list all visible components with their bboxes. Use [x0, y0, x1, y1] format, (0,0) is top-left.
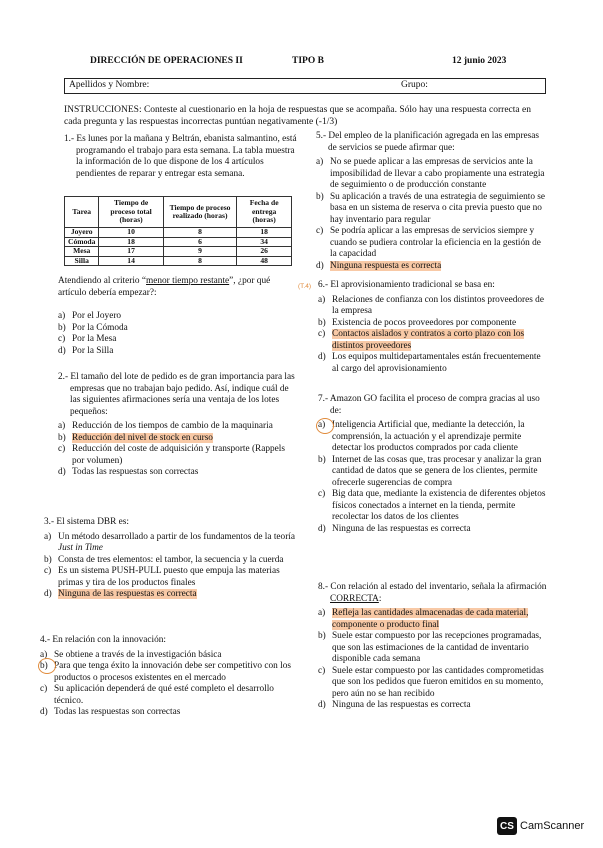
option[interactable]: d) Por la Silla [58, 345, 114, 356]
question-5 [316, 131, 546, 272]
option-highlighted[interactable]: a) Refleja las cantidades almacenadas de cada material, componente o producto final [318, 608, 529, 630]
table-header: Tarea [65, 197, 99, 228]
table-header-row [65, 197, 292, 228]
option[interactable]: b) Consta de tres elementos: el tambor, la secuencia y la cuerda [44, 554, 284, 565]
question-1 [64, 134, 300, 180]
option-highlighted[interactable]: d) Ninguna de las respuestas es correcta [44, 589, 197, 599]
question-1-stem: 1.- Es lunes por la mañana y Beltrán, ebanista salmantino, está programando el trabajo para esta semana. La tabla muestra la información de lo que dispone de los 4 artículos pendientes de reparar y entregar esta semana. [64, 134, 297, 179]
question-2 [58, 372, 298, 479]
q1-options [58, 311, 298, 357]
question-8-stem: 8.- Con relación al estado del inventario, señala la afirmación CORRECTA: [318, 582, 547, 604]
name-label: Apellidos y Nombre: [69, 80, 150, 90]
option[interactable]: a) No se puede aplicar a las empresas de servicios ante la imposibilidad de llevar a cabo propiamente una estrategia de seguimiento o de producción constante [316, 157, 545, 190]
option[interactable]: d) Ninguna de las respuestas es correcta [318, 523, 471, 534]
option-highlighted[interactable]: d) Ninguna respuesta es correcta [316, 260, 442, 271]
option[interactable]: c) Se podría aplicar a las empresas de servicios siempre y cuando se pudiera controlar la eficiencia en la gestión de la capacidad [316, 226, 541, 259]
camscanner-logo-icon: CS [497, 817, 517, 835]
table-cell: 9 [163, 247, 237, 257]
table-cell: Joyero [65, 228, 99, 238]
question-7-stem: 7.- Amazon GO facilita el proceso de compra gracias al uso de: [318, 394, 540, 416]
option-highlighted[interactable]: b) Reducción del nivel de stock en curso [58, 432, 213, 443]
table-cell: 18 [99, 237, 163, 247]
group-label: Grupo: [401, 80, 428, 90]
q3-options [44, 532, 298, 601]
option[interactable]: d) Todas las respuestas son correctas [40, 707, 181, 717]
q8-options [318, 608, 548, 712]
question-6 [318, 280, 548, 375]
question-7 [318, 394, 548, 535]
answer-circle-mark [316, 418, 334, 434]
table-cell: 48 [237, 256, 292, 266]
table-header: Tiempo de proceso realizado (horas) [163, 197, 237, 228]
question-5-stem: 5.- Del empleo de la planificación agregada en las empresas de servicios se puede afirmar que: [316, 131, 540, 153]
table-cell: 18 [237, 228, 292, 238]
option-circled[interactable]: a) Inteligencia Artificial que, mediante la detección, la comprensión, la actuación y el aprendizaje permite detectar los productos comprados por cada cliente [318, 420, 525, 453]
answer-circle-mark [38, 658, 56, 674]
table-row [65, 237, 292, 247]
table-cell: Silla [65, 256, 99, 266]
option-circled[interactable]: b) Para que tenga éxito la innovación debe ser competitivo con los productos o procesos existentes en el mercado [40, 661, 291, 683]
exam-type: TIPO B [292, 56, 324, 66]
option[interactable]: d) Los equipos multidepartamentales están frecuentemente al cargo del aprovisionamiento [318, 352, 541, 374]
option[interactable]: a) Se obtiene a través de la investigación básica [40, 649, 222, 660]
option[interactable]: b) Internet de las cosas que, tras procesar y analizar la gran cantidad de datos que se genera de los clientes, permite ofrecerle sugerencias de compra [318, 454, 542, 488]
q4-options [40, 650, 298, 719]
name-box [64, 78, 546, 94]
table-cell: 6 [163, 237, 237, 247]
question-3-stem: 3.- El sistema DBR es: [44, 517, 129, 527]
table-cell: 8 [163, 228, 237, 238]
question-3 [44, 517, 298, 601]
table-cell: 8 [163, 256, 237, 266]
option[interactable]: c) Reducción del coste de adquisición y transporte (Rappels por volumen) [58, 444, 285, 466]
option[interactable]: a) Un método desarrollado a partir de los fundamentos de la teoría Just in Time [44, 531, 295, 553]
table-cell: 17 [99, 247, 163, 257]
option[interactable]: b) Suele estar compuesto por las recepciones programadas, que son las estimaciones de la cantidad de inventario disponible cada semana [318, 631, 542, 664]
table-row [65, 228, 292, 238]
q5-options [316, 157, 546, 272]
camscanner-watermark [497, 817, 584, 835]
camscanner-label: CamScanner [520, 820, 585, 832]
question-6-stem: 6.- El aprovisionamiento tradicional se basa en: [318, 280, 495, 290]
table-cell: Mesa [65, 247, 99, 257]
table-cell: 34 [237, 237, 292, 247]
option[interactable]: a) Reducción de los tiempos de cambio de la maquinaria [58, 421, 273, 431]
question-2-stem: 2.- El tamaño del lote de pedido es de gran importancia para las empresas que no trabajan bajo pedido. Así, indique cuál de las siguientes afirmaciones sería una ventaja de los lotes pequeños: [58, 372, 295, 417]
question-1-prompt [58, 276, 298, 357]
table-cell: 10 [99, 228, 163, 238]
question-8 [318, 582, 548, 712]
option[interactable]: a) Relaciones de confianza con los distintos proveedores de la empresa [318, 294, 544, 316]
option[interactable]: c) Su aplicación dependerá de qué esté completo el desarrollo técnico. [40, 684, 274, 706]
table-cell: Cómoda [65, 237, 99, 247]
exam-date: 12 junio 2023 [452, 56, 507, 66]
q6-options [318, 295, 548, 376]
option[interactable]: b) Su aplicación a través de una estrategia de seguimiento se basa en un sistema de reserva o cita previa puesto que no hay inventario para regular [316, 191, 546, 225]
table-row [65, 256, 292, 266]
q1-table [64, 196, 292, 266]
course-title: DIRECCIÓN DE OPERACIONES II [90, 56, 243, 66]
question-4 [40, 635, 298, 719]
handwritten-note: (T.4) [298, 283, 311, 290]
option[interactable]: b) Existencia de pocos proveedores por componente [318, 317, 517, 328]
table-cell: 26 [237, 247, 292, 257]
option[interactable]: c) Big data que, mediante la existencia de diferentes objetos físicos conectados a internet en la tienda, permite recolectar los datos de los clientes [318, 489, 546, 522]
table-header: Fecha de entrega (horas) [237, 197, 292, 228]
option[interactable]: c) Por la Mesa [58, 334, 117, 344]
option[interactable]: c) Suele estar compuesto por las cantidades comprometidas que son los pedidos que fueron emitidos en su momento, pero aún no se han recibido [318, 665, 544, 699]
q2-options [58, 421, 298, 479]
option[interactable]: d) Ninguna de las respuestas es correcta [318, 700, 471, 710]
option[interactable]: b) Por la Cómoda [58, 322, 128, 333]
q7-options [318, 420, 548, 535]
option[interactable]: d) Todas las respuestas son correctas [58, 467, 199, 477]
q1-criterion: Atendiendo al criterio “menor tiempo restante”, ¿por qué artículo debería empezar?: [58, 276, 271, 298]
instructions: INSTRUCCIONES: Conteste al cuestionario en la hoja de respuestas que se acompaña. Sólo hay una respuesta correcta en cada pregunta y las respuestas incorrectas puntúan negativamente (-1/3) [64, 105, 531, 127]
option[interactable]: a) Por el Joyero [58, 311, 122, 321]
table-cell: 14 [99, 256, 163, 266]
table-row [65, 247, 292, 257]
option[interactable]: c) Es un sistema PUSH-PULL puesto que empuja las materias primas y tira de los productos finales [44, 566, 280, 588]
option-highlighted[interactable]: c) Contactos aislados y contratos a corto plazo con los distintos proveedores [318, 329, 525, 351]
question-4-stem: 4.- En relación con la innovación: [40, 635, 166, 645]
table-header: Tiempo de proceso total (horas) [99, 197, 163, 228]
